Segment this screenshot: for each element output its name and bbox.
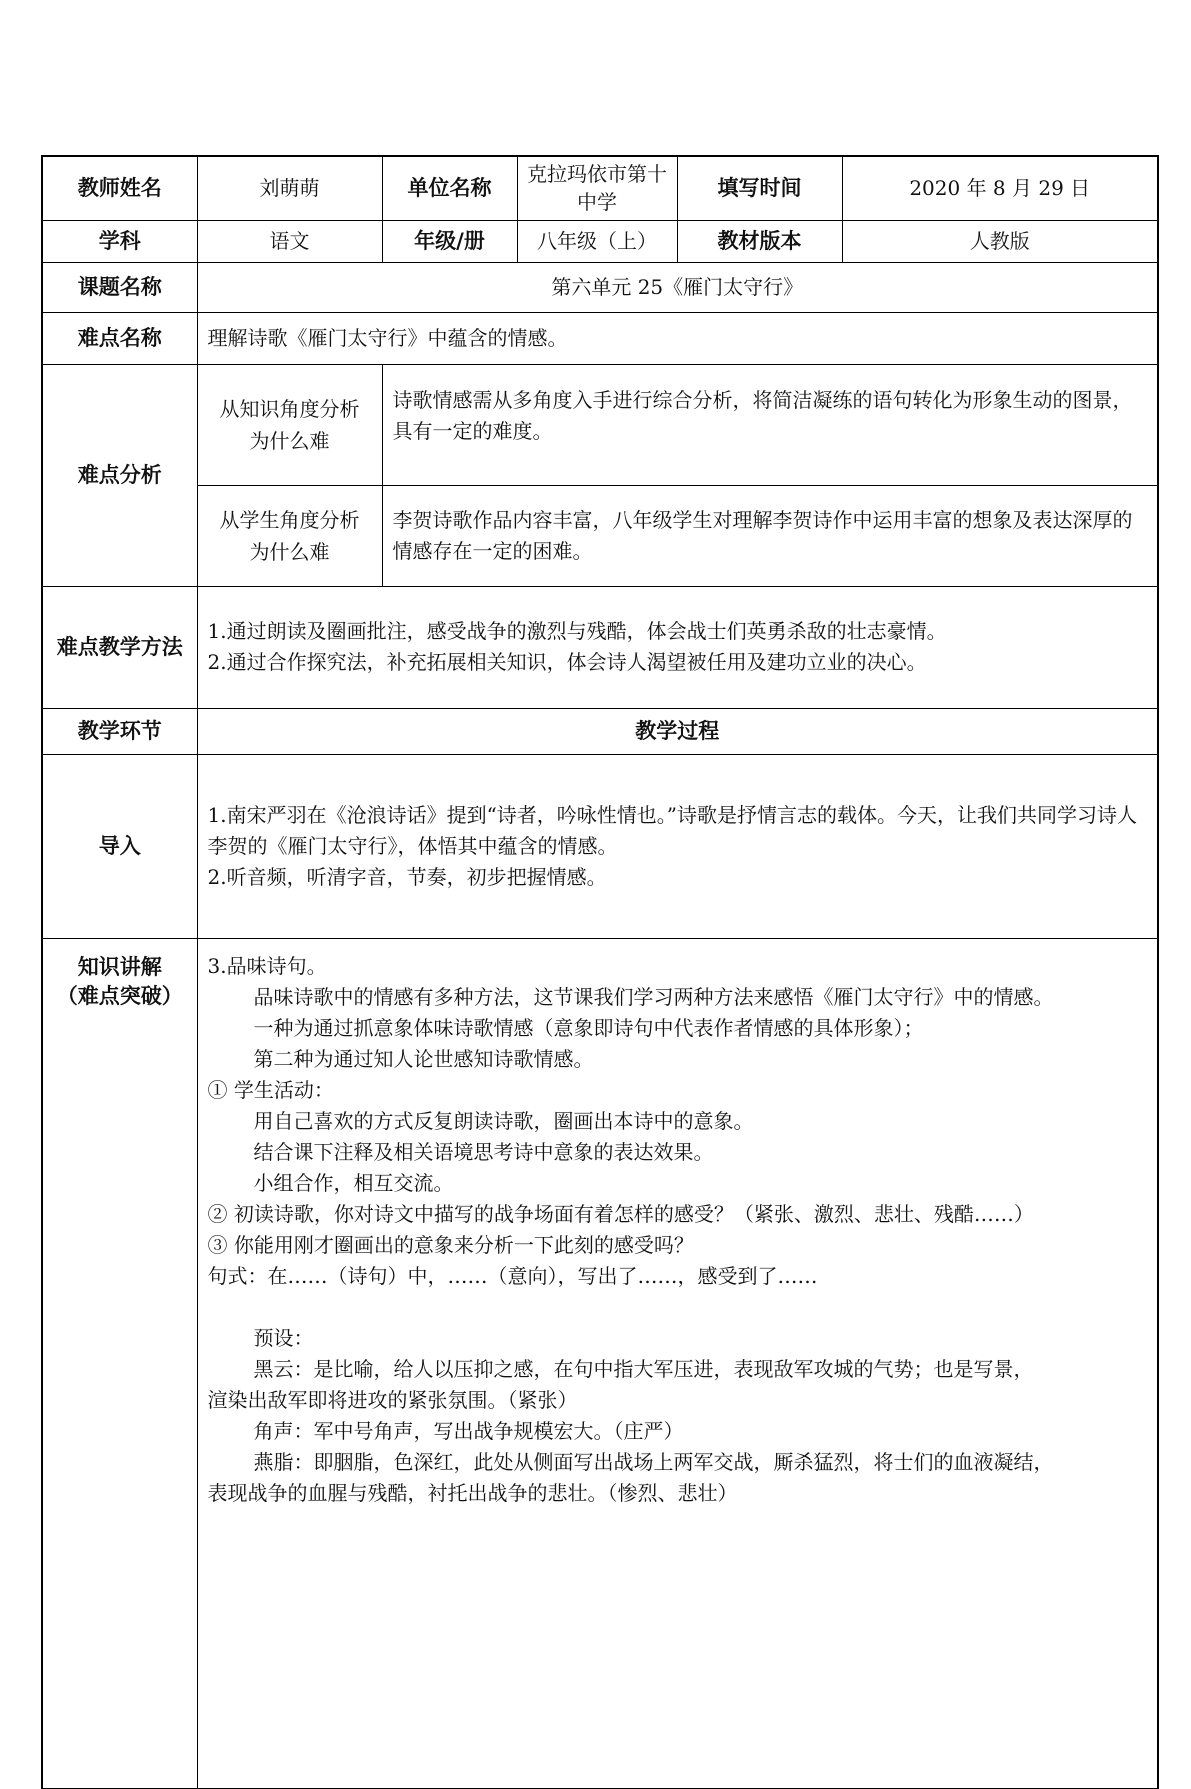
unit-name (517, 156, 677, 220)
topic-row (42, 262, 1158, 312)
knowledge-line-10: ③ 你能用刚才圈画出的意象来分析一下此刻的感受吗？ (207, 1232, 694, 1257)
header-row-2 (42, 220, 1158, 262)
process-header-row (42, 708, 1158, 754)
teacher-name: 刘萌萌 (197, 156, 382, 220)
student-angle-text: 李贺诗歌作品内容丰富，八年级学生对理解李贺诗作中运用丰富的想象及表达深厚的情感存在一定的困难。 (382, 485, 1158, 586)
knowledge-line-2: 品味诗歌中的情感有多种方法，这节课我们学习两种方法来感悟《雁门太守行》中的情感。 (253, 984, 1054, 1009)
knowledge-line-3: 一种为通过抓意象体味诗歌情感（意象即诗句中代表作者情感的具体形象）； (253, 1015, 924, 1040)
header-row-1 (42, 156, 1158, 220)
knowledge-line-13: 黑云：是比喻，给人以压抑之感，在句中指大军压进，表现敌军攻城的气势；也是写景， (253, 1356, 1034, 1381)
analysis-row-student (42, 485, 1158, 586)
methods-list (197, 586, 1158, 708)
method-item-2: 2.通过合作探究法，补充拓展相关知识，体会诗人渴望被任用及建功立业的决心。 (207, 650, 927, 674)
knowledge-label (42, 938, 197, 1788)
knowledge-line-4: 第二种为通过知人论世感知诗歌情感。 (253, 1046, 594, 1071)
knowledge-angle-label-line2: 为什么难 (249, 428, 330, 453)
methods-row (42, 586, 1158, 708)
unit-name-line2: 中学 (577, 190, 617, 215)
knowledge-line-7: 结合课下注释及相关语境思考诗中意象的表达效果。 (253, 1139, 714, 1164)
topic-label: 课题名称 (42, 262, 197, 312)
knowledge-line-5: ① 学生活动： (207, 1077, 334, 1102)
difficulty-row (42, 312, 1158, 364)
fill-date: 2020 年 8 月 29 日 (842, 156, 1158, 220)
date-label: 填写时间 (677, 156, 842, 220)
knowledge-line-11: 句式：在……（诗句）中，……（意向），写出了……，感受到了…… (207, 1263, 818, 1288)
knowledge-line-12: 预设： (253, 1325, 314, 1350)
knowledge-angle-label-line1: 从知识角度分析 (219, 396, 360, 421)
teacher-label: 教师姓名 (42, 156, 197, 220)
analysis-row-knowledge (42, 364, 1158, 485)
student-angle-label (197, 485, 382, 586)
knowledge-line-8: 小组合作，相互交流。 (253, 1170, 454, 1195)
analysis-label: 难点分析 (42, 364, 197, 586)
knowledge-label-line2: （难点突破） (56, 983, 183, 1008)
stage-header: 教学环节 (42, 708, 197, 754)
knowledge-content (197, 938, 1158, 1788)
knowledge-line-17: 表现战争的血腥与残酷，衬托出战争的悲壮。（惨烈、悲壮） (207, 1480, 738, 1505)
knowledge-line-15: 角声：军中号角声，写出战争规模宏大。（庄严） (253, 1418, 684, 1443)
difficulty-value: 理解诗歌《雁门太守行》中蕴含的情感。 (197, 312, 1158, 364)
grade-value: 八年级（上） (517, 220, 677, 262)
knowledge-line-14: 渲染出敌军即将进攻的紧张氛围。（紧张） (207, 1387, 578, 1412)
difficulty-label: 难点名称 (42, 312, 197, 364)
subject-value: 语文 (197, 220, 382, 262)
edition-label: 教材版本 (677, 220, 842, 262)
method-item-1: 1.通过朗读及圈画批注，感受战争的激烈与残酷，体会战士们英勇杀敌的壮志豪情。 (207, 619, 947, 643)
methods-label: 难点教学方法 (42, 586, 197, 708)
grade-label: 年级/册 (382, 220, 517, 262)
knowledge-label-line1: 知识讲解 (77, 954, 162, 979)
intro-item-1: 1.南宋严羽在《沧浪诗话》提到“诗者，吟咏性情也。”诗歌是抒情言志的载体。今天，让我们共同学习诗人李贺的《雁门太守行》，体悟其中蕴含的情感。 (207, 802, 1138, 858)
knowledge-angle-text: 诗歌情感需从多角度入手进行综合分析，将简洁凝练的语句转化为形象生动的图景，具有一定的难度。 (382, 364, 1158, 485)
lesson-plan-table (41, 155, 1159, 1789)
process-header: 教学过程 (197, 708, 1158, 754)
unit-label: 单位名称 (382, 156, 517, 220)
topic-value: 第六单元 25《雁门太守行》 (197, 262, 1158, 312)
edition-value: 人教版 (842, 220, 1158, 262)
knowledge-line-16: 燕脂：即胭脂，色深红，此处从侧面写出战场上两军交战，厮杀猛烈，将士们的血液凝结， (253, 1449, 1054, 1474)
knowledge-angle-label (197, 364, 382, 485)
student-angle-label-line1: 从学生角度分析 (219, 507, 360, 532)
intro-label: 导入 (42, 754, 197, 938)
knowledge-row (42, 938, 1158, 1788)
knowledge-line-9: ② 初读诗歌，你对诗文中描写的战争场面有着怎样的感受？（紧张、激烈、悲壮、残酷……） (207, 1201, 1034, 1226)
student-angle-label-line2: 为什么难 (249, 539, 330, 564)
intro-row (42, 754, 1158, 938)
intro-item-2: 2.听音频，听清字音，节奏，初步把握情感。 (207, 864, 607, 889)
knowledge-line-6: 用自己喜欢的方式反复朗读诗歌，圈画出本诗中的意象。 (253, 1108, 754, 1133)
subject-label: 学科 (42, 220, 197, 262)
unit-name-line1: 克拉玛依市第十 (527, 162, 667, 187)
knowledge-line-1: 3.品味诗句。 (207, 953, 327, 978)
intro-content (197, 754, 1158, 938)
